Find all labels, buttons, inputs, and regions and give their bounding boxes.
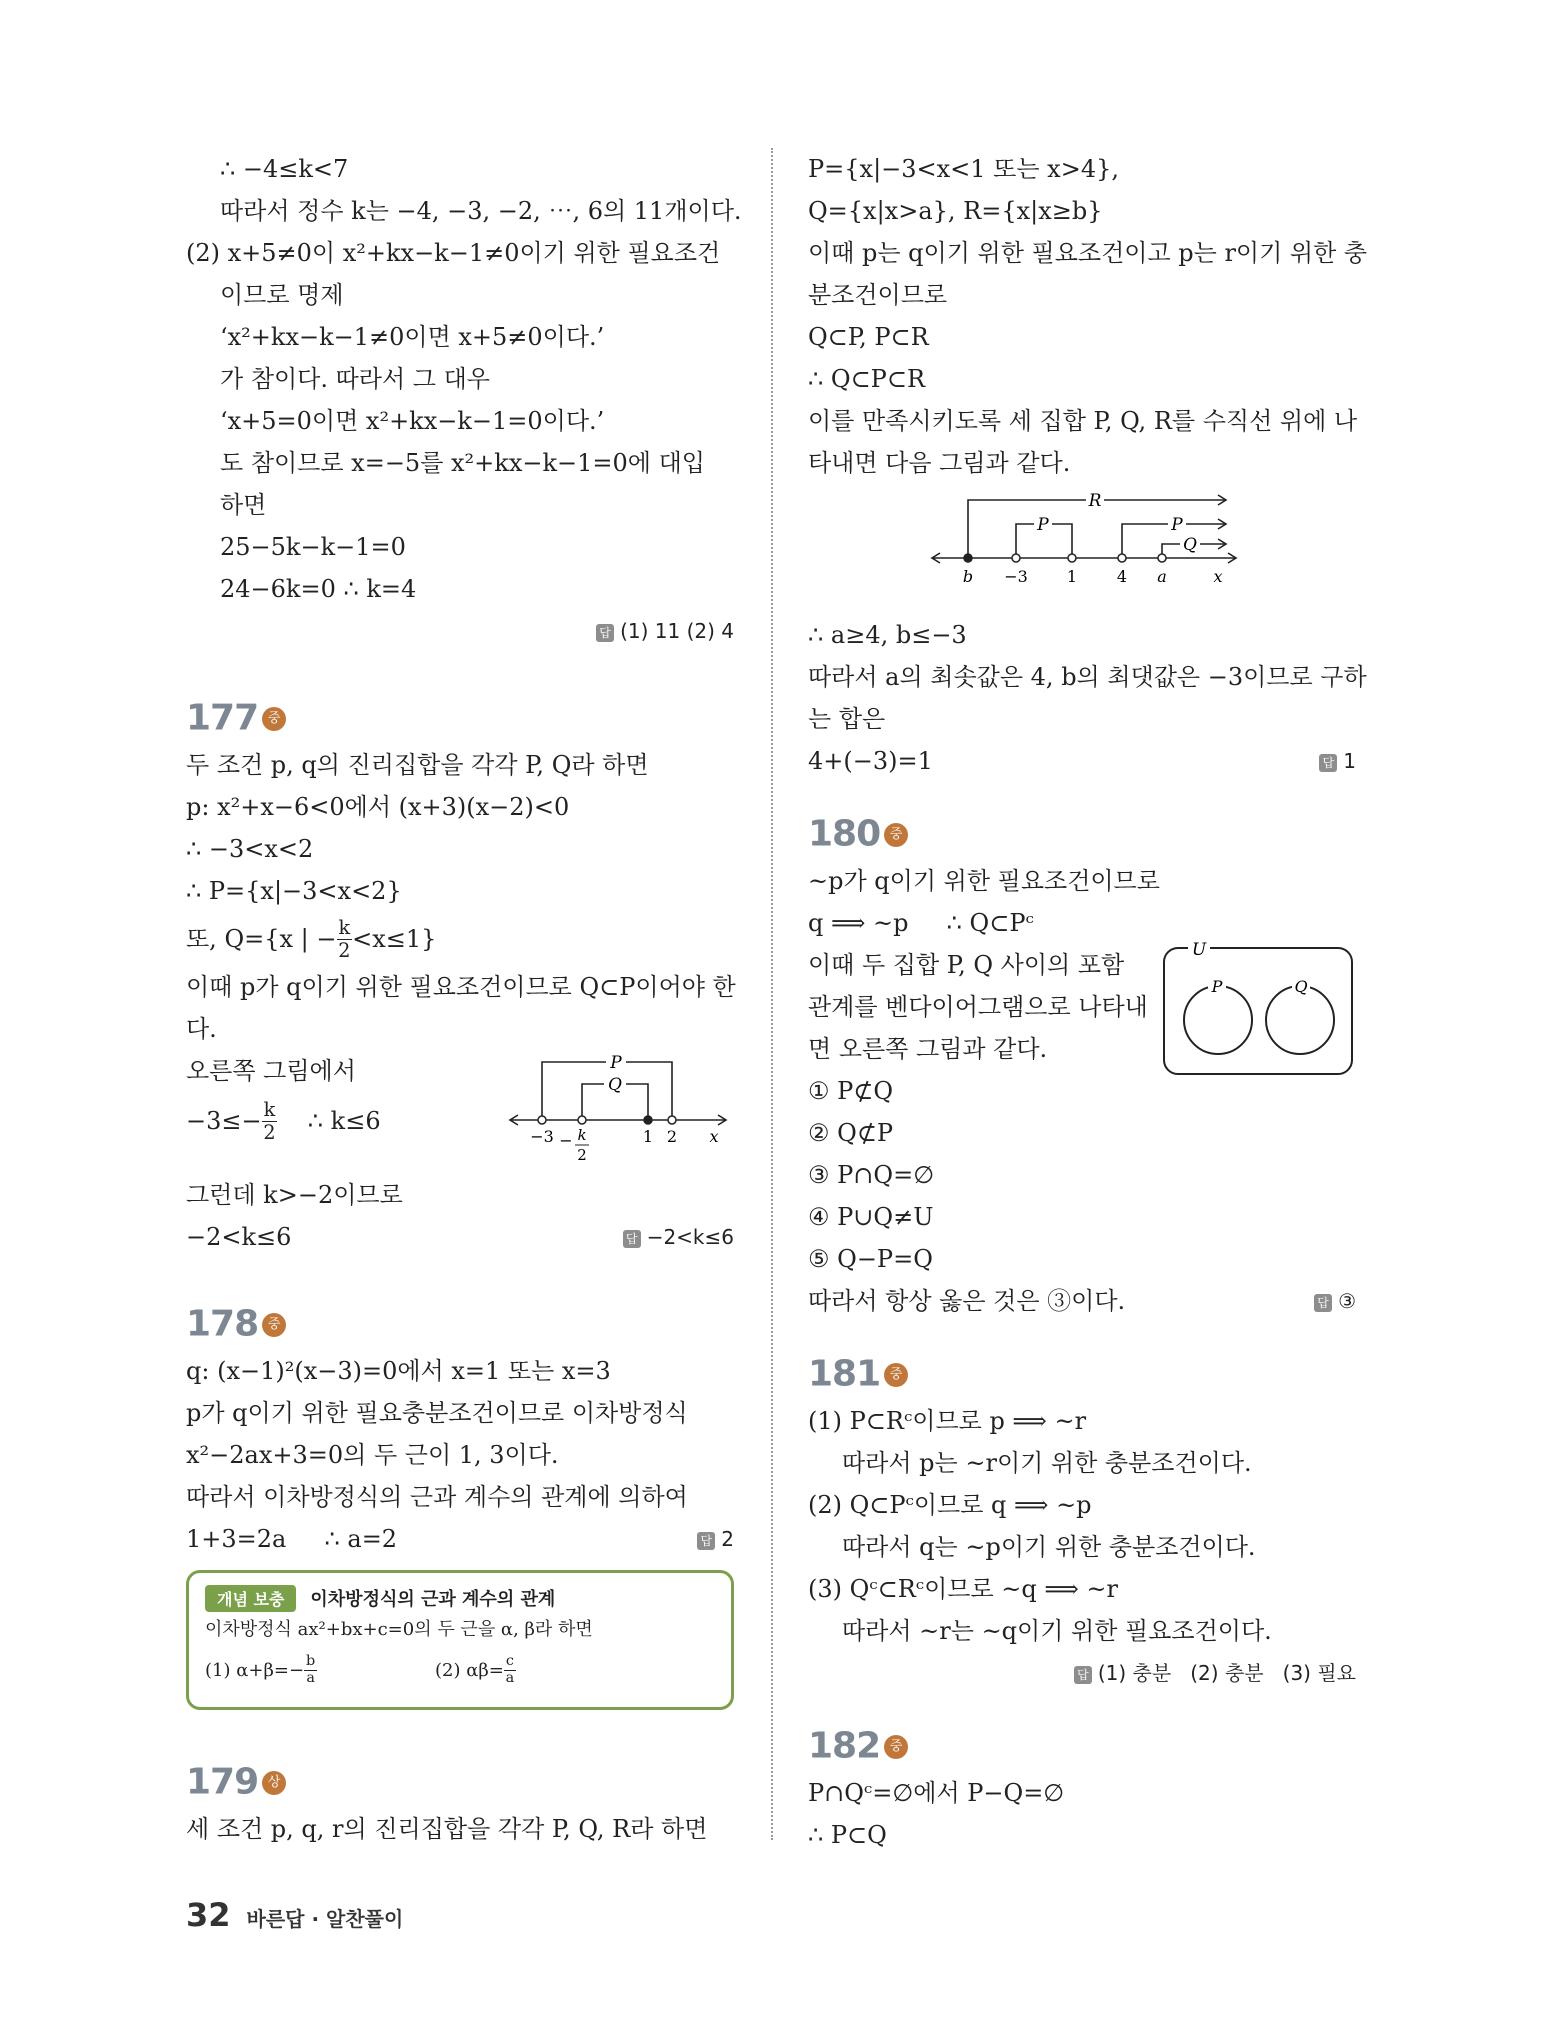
text-line: 이므로 명제	[220, 281, 344, 309]
text-line: 가 참이다. 따라서 그 대우	[220, 365, 490, 393]
problem-number: 178	[186, 1303, 259, 1345]
problem-header-177	[186, 692, 734, 744]
tick-label: −	[559, 1131, 573, 1150]
label-q: Q	[1183, 535, 1197, 555]
text-line: ① P⊄Q	[808, 1077, 894, 1105]
text-line: 따라서 a의 최솟값은 4, b의 최댓값은 −3이므로 구하	[808, 663, 1367, 691]
text-line: ~p가 q이기 위한 필요조건이므로	[808, 867, 1160, 895]
set-q-circle	[1266, 986, 1334, 1054]
text-line: Q⊂P, P⊂R	[808, 323, 929, 351]
text-line: 25−5k−k−1=0	[220, 533, 406, 561]
text-line: (1) P⊂Rᶜ이므로 p ⟹ ~r	[808, 1407, 1087, 1435]
answer-line	[623, 1216, 734, 1258]
text-line-with-answer: 1+3=2a ∴ a=2 답 2	[186, 1518, 734, 1560]
text-line: 세 조건 p, q, r의 진리집합을 각각 P, Q, R라 하면	[186, 1815, 708, 1843]
text-line: q ⟹ ~p ∴ Q⊂Pᶜ	[808, 909, 1034, 937]
text-line: 이때 p는 q이기 위한 필요조건이고 p는 r이기 위한 충	[808, 239, 1368, 267]
problem-number: 182	[808, 1725, 881, 1767]
text-line: ∴ P={x|−3<x<2}	[186, 877, 402, 905]
venn-diagram	[1160, 940, 1356, 1080]
text-line: x²−2ax+3=0의 두 근이 1, 3이다.	[186, 1441, 559, 1469]
formula-sum: (1) α+β=− $\frac{b}{a}$	[205, 1652, 316, 1686]
text-line: ∴ P⊂Q	[808, 1821, 887, 1849]
tick-label: 2	[666, 1127, 678, 1146]
text-line: 따라서 정수 k는 −4, −3, −2, ⋯, 6의 11개이다.	[220, 197, 742, 225]
text-line: ‘x+5=0이면 x²+kx−k−1=0이다.’	[220, 407, 605, 435]
problem-header-181	[808, 1348, 1356, 1400]
answer-icon: 답	[596, 624, 614, 642]
problem-180-body	[808, 860, 1356, 1322]
text-line: 이때 p가 q이기 위한 필요조건이므로 Q⊂P이어야 한	[186, 973, 736, 1001]
answer-icon: 답	[1314, 1294, 1332, 1312]
text-line: 분조건이므로	[808, 281, 948, 309]
book-title: 바른답 · 알찬풀이	[246, 1907, 404, 1931]
text-line: p가 q이기 위한 필요충분조건이므로 이차방정식	[186, 1399, 688, 1427]
text-line: 다.	[186, 1015, 217, 1043]
answer-text: 2	[721, 1527, 734, 1551]
text-line: 타내면 다음 그림과 같다.	[808, 449, 1071, 477]
figure-block-179	[808, 484, 1356, 614]
problem-number: 177	[186, 697, 259, 739]
problem-header-182	[808, 1720, 1356, 1772]
concept-tag: 개념 보충	[205, 1585, 296, 1612]
text-line: 도 참이므로 x=−5를 x²+kx−k−1=0에 대입	[220, 449, 705, 477]
tick-label: b	[962, 567, 974, 586]
concept-header	[205, 1583, 715, 1613]
problem-header-180	[808, 808, 1356, 860]
level-badge: 중	[262, 707, 286, 731]
column-divider	[771, 148, 773, 1840]
concept-formulas	[205, 1647, 715, 1693]
text-line: ④ P∪Q≠U	[808, 1203, 934, 1231]
tick-label: x	[1213, 567, 1223, 586]
text-line: 이를 만족시키도록 세 집합 P, Q, R를 수직선 위에 나	[808, 407, 1358, 435]
text-line: 따라서 ~r는 ~q이기 위한 필요조건이다.	[842, 1617, 1272, 1645]
text-line-with-answer: −2<k≤6 답 −2<k≤6	[186, 1216, 734, 1258]
problem-number: 179	[186, 1761, 259, 1803]
number-line-figure-177	[504, 1050, 734, 1170]
text-line: ∴ −3<x<2	[186, 835, 314, 863]
text: {x | −	[264, 925, 337, 953]
problem-number: 181	[808, 1353, 881, 1395]
text-line: 따라서 q는 ~p이기 위한 충분조건이다.	[842, 1533, 1256, 1561]
problem-header-179	[186, 1756, 734, 1808]
answer-icon: 답	[1319, 754, 1337, 772]
level-badge: 중	[884, 1363, 908, 1387]
set-p-circle	[1184, 986, 1252, 1054]
point-a	[1158, 554, 1166, 562]
fraction: $\frac{k}{2}$	[263, 1098, 276, 1144]
text-line: ∴ −4≤k<7	[220, 155, 349, 183]
universe-rect	[1164, 948, 1352, 1074]
answer-icon: 답	[697, 1532, 715, 1550]
text-line: ‘x²+kx−k−1≠0이면 x+5≠0이다.’	[220, 323, 605, 351]
concept-title: 이차방정식의 근과 계수의 관계	[310, 1589, 556, 1610]
answer-line	[808, 1652, 1356, 1694]
number-line-figure-179	[926, 490, 1256, 610]
text-line: 이때 두 집합 P, Q 사이의 포함	[808, 951, 1125, 979]
answer-text: (1) 11 (2) 4	[620, 619, 734, 643]
text-line: p: x²+x−6<0에서 (x+3)(x−2)<0	[186, 793, 570, 821]
concept-box	[186, 1570, 734, 1710]
level-badge: 중	[884, 823, 908, 847]
point-2	[668, 1116, 676, 1124]
text-line: 따라서 이차방정식의 근과 계수의 관계에 의하여	[186, 1483, 688, 1511]
level-badge: 중	[262, 1313, 286, 1337]
point-k2	[578, 1116, 586, 1124]
text-line: ∴ a≥4, b≤−3	[808, 621, 967, 649]
tick-label: 1	[1066, 567, 1078, 586]
answer-line	[697, 1518, 734, 1560]
fraction: $\frac{k}{2}$	[338, 916, 351, 962]
text-line: ② Q⊄P	[808, 1119, 894, 1147]
text-line: P∩Qᶜ=∅에서 P−Q=∅	[808, 1779, 1065, 1807]
answer-icon: 답	[1074, 1666, 1092, 1684]
answer-icon: 답	[623, 1230, 641, 1248]
tick-label: −3	[530, 1127, 554, 1146]
text-line: 면 오른쪽 그림과 같다.	[808, 1035, 1048, 1063]
answer-text: −2<k≤6	[646, 1225, 734, 1249]
text-line: 따라서 p는 ~r이기 위한 충분조건이다.	[842, 1449, 1252, 1477]
point-neg3	[1012, 554, 1020, 562]
text: <x≤1}	[352, 925, 437, 953]
text-line: q: (x−1)²(x−3)=0에서 x=1 또는 x=3	[186, 1357, 611, 1385]
tick-label: −3	[1004, 567, 1028, 586]
text-line: 24−6k=0 ∴ k=4	[220, 575, 417, 603]
level-badge: 상	[262, 1771, 286, 1795]
text-line: (2) x+5≠0이 x²+kx−k−1≠0이기 위한 필요조건	[186, 239, 721, 267]
text-line-with-answer: 따라서 항상 옳은 것은 ③이다. 답 ③	[808, 1280, 1356, 1322]
text-line: 관계를 벤다이어그램으로 나타내	[808, 993, 1148, 1021]
concept-desc: 이차방정식 ax²+bx+c=0의 두 근을 α, β라 하면	[205, 1619, 593, 1640]
label-p: P	[1037, 515, 1049, 535]
text-line-with-answer: 4+(−3)=1 답 1	[808, 740, 1356, 782]
tick-label: k	[577, 1126, 587, 1144]
label-r: R	[1088, 491, 1102, 511]
text-line: ③ P∩Q=∅	[808, 1161, 935, 1189]
tick-label: a	[1157, 567, 1167, 586]
text-line: 오른쪽 그림에서	[186, 1057, 356, 1085]
page-footer	[186, 1896, 403, 1934]
text-line: 는 합은	[808, 705, 886, 733]
tick-label: x	[709, 1127, 719, 1146]
label-p: P	[1211, 977, 1223, 996]
text-line: 하면	[220, 491, 267, 519]
level-badge: 중	[884, 1735, 908, 1759]
point-1	[644, 1116, 652, 1124]
tick-label: 1	[642, 1127, 654, 1146]
text-line: (2) Q⊂Pᶜ이므로 q ⟹ ~p	[808, 1491, 1092, 1519]
page-number: 32	[186, 1896, 231, 1934]
text-line: 두 조건 p, q의 진리집합을 각각 P, Q라 하면	[186, 751, 649, 779]
label-p: P	[610, 1053, 622, 1073]
text-line: 그런데 k>−2이므로	[186, 1181, 403, 1209]
text-line: ∴ Q⊂P⊂R	[808, 365, 926, 393]
answer-line	[1319, 740, 1356, 782]
answer-text: ③	[1338, 1289, 1356, 1313]
formula-product: (2) αβ= $\frac{c}{a}$	[435, 1652, 515, 1686]
set-q-line	[186, 912, 734, 966]
point-1	[1068, 554, 1076, 562]
text-line: P={x|−3<x<1 또는 x>4},	[808, 155, 1119, 183]
label-q: Q	[1294, 977, 1308, 996]
problem-number: 180	[808, 813, 881, 855]
text-line: ⑤ Q−P=Q	[808, 1245, 933, 1273]
tick-label: 4	[1116, 567, 1128, 586]
point-b	[964, 554, 972, 562]
inequality-line: −3≤− $\frac{k}{2}$ ∴ k≤6	[186, 1098, 381, 1144]
label-u: U	[1191, 940, 1207, 960]
point-4	[1118, 554, 1126, 562]
answer-line	[1314, 1280, 1356, 1322]
right-column	[808, 148, 1368, 1856]
tick-label: 2	[577, 1146, 587, 1164]
label-p: P	[1171, 515, 1183, 535]
answer-text: (1) 충분 (2) 충분 (3) 필요	[1097, 1661, 1356, 1685]
left-column	[186, 148, 742, 1850]
text-line: Q={x|x>a}, R={x|x≥b}	[808, 197, 1103, 225]
point-neg3	[538, 1116, 546, 1124]
text-line: (3) Qᶜ⊂Rᶜ이므로 ~q ⟹ ~r	[808, 1575, 1118, 1603]
figure-block-177	[186, 1050, 734, 1174]
answer-line	[186, 610, 734, 652]
label-q: Q	[608, 1075, 622, 1095]
text: 또, Q=	[186, 925, 265, 953]
problem-header-178	[186, 1298, 734, 1350]
answer-text: 1	[1343, 749, 1356, 773]
